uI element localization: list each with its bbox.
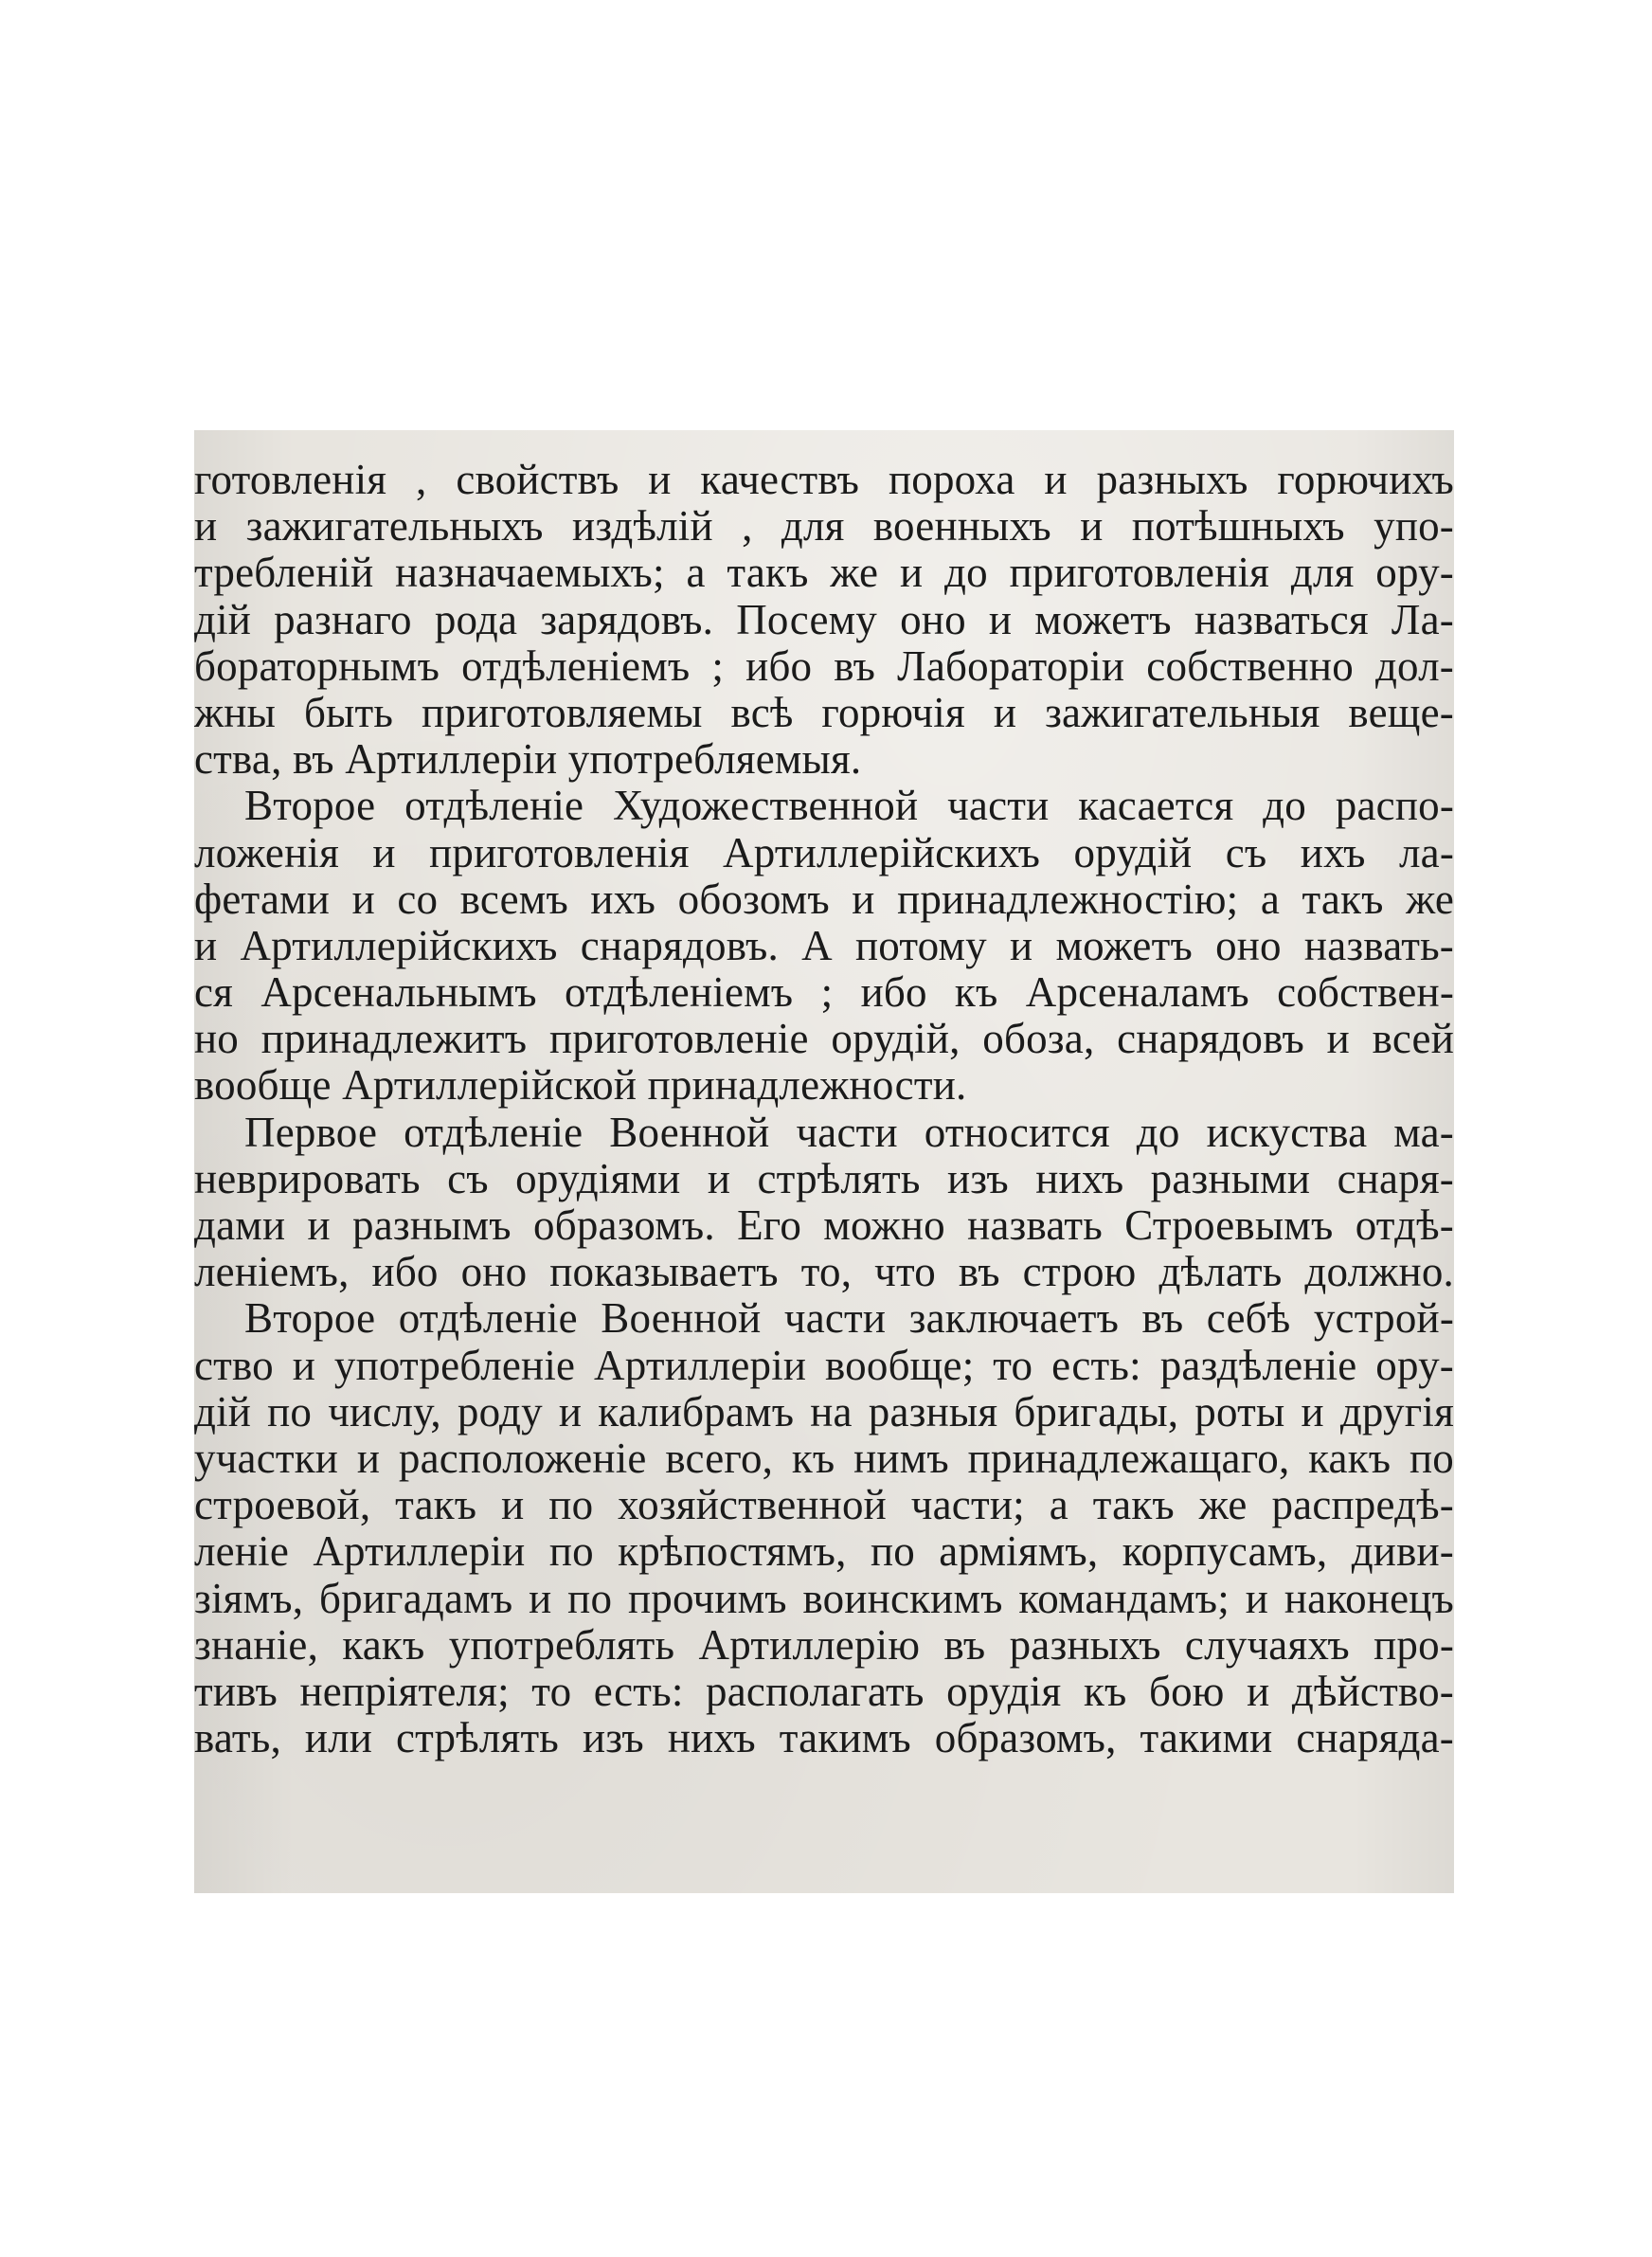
text-line: знаніе, какъ употреблять Артиллерію въ разныхъ случаяхъ про- [194, 1621, 1454, 1669]
paragraph-first-line: Второе отдѣленіе Военной части заключаетъ въ себѣ устрой- [244, 1295, 1454, 1343]
text-line: и Артиллерійскихъ снарядовъ. А потому и можетъ оно назвать- [194, 922, 1454, 969]
paragraph-first-line: Второе отдѣленіе Художественной части касается до распо- [244, 783, 1454, 830]
text-line: дій по числу, роду и калибрамъ на разныя бригады, роты и другія [194, 1388, 1454, 1435]
text-line: тивъ непріятеля; то есть: располагать орудія къ бою и дѣйство- [194, 1668, 1454, 1715]
text-line: вать, или стрѣлять изъ нихъ такимъ образомъ, такими снаряда- [194, 1715, 1454, 1762]
paragraph-first-line: Первое отдѣленіе Военной части относится до искуства ма- [244, 1109, 1454, 1156]
text-line: ство и употребленіе Артиллеріи вообще; то есть: раздѣленіе ору- [194, 1342, 1454, 1389]
text-line: и зажигательныхъ издѣлій , для военныхъ и потѣшныхъ упо- [194, 503, 1454, 551]
text-line: зіямъ, бригадамъ и по прочимъ воинскимъ командамъ; и наконецъ [194, 1575, 1454, 1622]
text-line: фетами и со всемъ ихъ обозомъ и принадлежностію; а такъ же [194, 876, 1454, 923]
text-line: вообще Артиллерійской принадлежности. [194, 1062, 967, 1110]
text-line: участки и расположеніе всего, къ нимъ принадлежащаго, какъ по [194, 1435, 1454, 1482]
text-line: ся Арсенальнымъ отдѣленіемъ ; ибо къ Арсеналамъ собствен- [194, 969, 1454, 1017]
text-line: леніемъ, ибо оно показываетъ то, что въ строю дѣлать должно. [194, 1249, 1454, 1296]
text-line: неврировать съ орудіями и стрѣлять изъ нихъ разными снаря- [194, 1155, 1454, 1202]
text-line: жны быть приготовляемы всѣ горючія и зажигательныя веще- [194, 689, 1454, 736]
text-line: ложенія и приготовленія Артиллерійскихъ орудій съ ихъ ла- [194, 829, 1454, 876]
text-line: ства, въ Артиллеріи употребляемыя. [194, 736, 862, 784]
text-line: бораторнымъ отдѣленіемъ ; ибо въ Лабораторіи собственно дол- [194, 642, 1454, 690]
text-line: готовленія , свойствъ и качествъ пороха и разныхъ горючихъ [194, 457, 1454, 503]
text-line: дами и разнымъ образомъ. Его можно назвать Строевымъ отдѣ- [194, 1202, 1454, 1249]
text-line: строевой, такъ и по хозяйственной части; а такъ же распредѣ- [194, 1482, 1454, 1529]
text-line: леніе Артиллеріи по крѣпостямъ, по арміямъ, корпусамъ, диви- [194, 1528, 1454, 1576]
text-line: но принадлежитъ приготовленіе орудій, обоза, снарядовъ и всей [194, 1016, 1454, 1063]
page-body-text [194, 457, 1454, 1761]
scanned-page [194, 430, 1454, 1893]
text-line: дій разнаго рода зарядовъ. Посему оно и можетъ назваться Ла- [194, 596, 1454, 643]
text-line: требленій назначаемыхъ; а такъ же и до приготовленія для ору- [194, 550, 1454, 597]
